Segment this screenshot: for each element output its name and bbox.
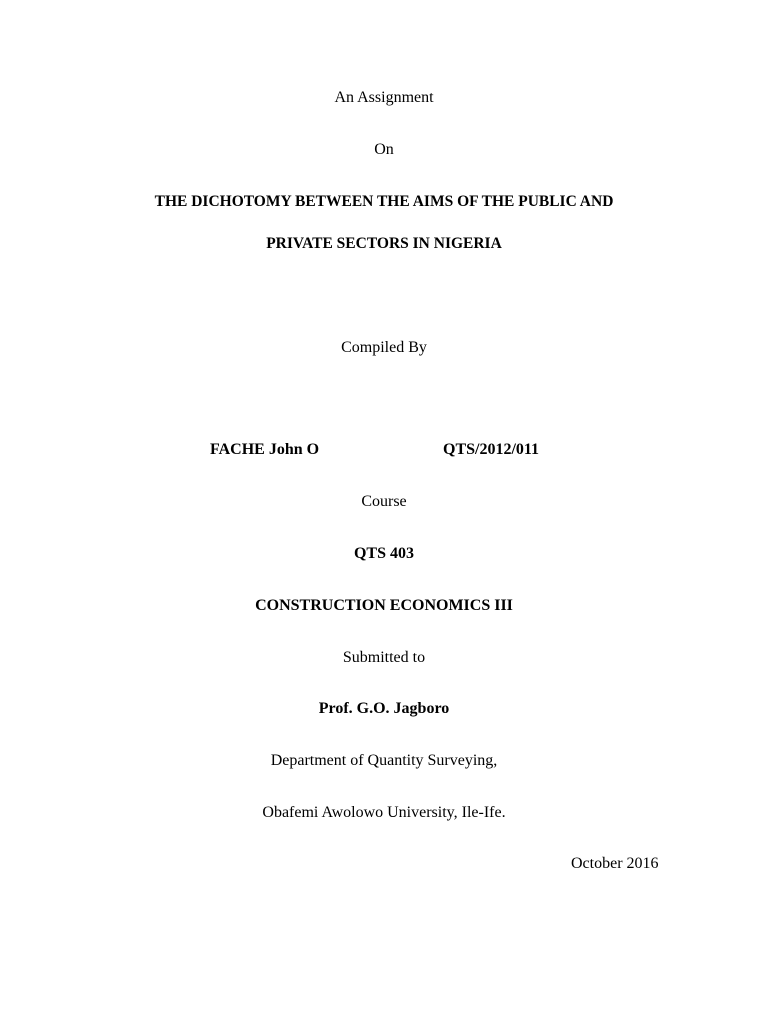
assignment-on: On xyxy=(374,141,394,158)
author-matric-number: QTS/2012/011 xyxy=(443,441,540,458)
supervisor-name: Prof. G.O. Jagboro xyxy=(318,700,450,717)
department-name: Department of Quantity Surveying, xyxy=(270,752,498,769)
author-name: FACHE John O xyxy=(210,441,320,458)
document-title-line-2: PRIVATE SECTORS IN NIGERIA xyxy=(266,235,502,252)
assignment-intro: An Assignment xyxy=(334,89,434,106)
compiled-by-label: Compiled By xyxy=(341,339,427,356)
course-label: Course xyxy=(361,493,407,510)
author-row xyxy=(0,440,768,460)
course-title: CONSTRUCTION ECONOMICS III xyxy=(255,597,513,614)
course-code: QTS 403 xyxy=(353,545,414,562)
submission-date: October 2016 xyxy=(571,855,659,872)
submitted-to-label: Submitted to xyxy=(342,649,426,666)
university-name: Obafemi Awolowo University, Ile-Ife. xyxy=(262,804,506,821)
document-title-line-1: THE DICHOTOMY BETWEEN THE AIMS OF THE PUBLIC AND xyxy=(154,193,614,210)
